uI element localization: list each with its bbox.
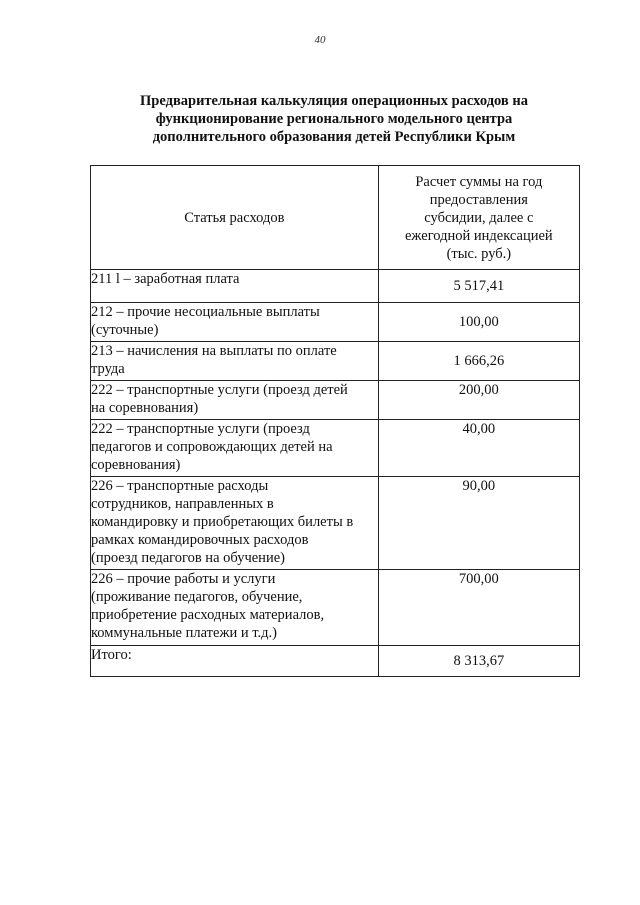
total-amount: 8 313,67	[378, 646, 579, 677]
cost-table	[90, 165, 580, 677]
cost-item-text: командировку и приобретающих билеты в	[91, 514, 354, 530]
header-amount-line: (тыс. руб.)	[446, 245, 512, 262]
header-amount-line: ежегодной индексацией	[405, 227, 553, 244]
cost-item-cell	[91, 570, 379, 646]
cost-item-text: коммунальные платежи и т.д.)	[91, 625, 277, 641]
cost-item-cell	[91, 477, 379, 570]
cost-item-text: 222 – транспортные услуги (проезд детей	[91, 382, 348, 398]
cost-item-text: (суточные)	[91, 322, 159, 338]
amount-cell: 100,00	[378, 303, 579, 342]
cost-item-text: (проживание педагогов, обучение,	[91, 589, 303, 605]
title-line-3: дополнительного образования детей Республики Крым	[152, 129, 516, 145]
cost-item-text: (проезд педагогов на обучение)	[91, 550, 285, 566]
cost-item-text: приобретение расходных материалов,	[91, 607, 325, 623]
cost-item-text: 222 – транспортные услуги (проезд	[91, 421, 310, 437]
table-row	[91, 570, 580, 646]
cost-item-text: рамках командировочных расходов	[91, 532, 309, 548]
amount-cell: 200,00	[378, 381, 579, 420]
cost-item-text: 226 – прочие работы и услуги	[91, 571, 276, 587]
title-line-1: Предварительная калькуляция операционных расходов на	[140, 93, 528, 109]
amount-cell: 90,00	[378, 477, 579, 570]
page-number: 40	[314, 34, 326, 46]
header-amount-line: предоставления	[429, 191, 528, 208]
total-row	[91, 646, 580, 677]
cost-item-text: соревнования)	[91, 457, 181, 473]
table-row	[91, 477, 580, 570]
table-row	[91, 342, 580, 381]
header-cost-item: Статья расходов	[91, 166, 379, 270]
table-row	[91, 381, 580, 420]
cost-item-cell	[91, 381, 379, 420]
cost-item-text: 211 l – заработная плата	[91, 271, 240, 287]
cost-item-text: 212 – прочие несоциальные выплаты	[91, 304, 320, 320]
cost-item-text: 213 – начисления на выплаты по оплате	[91, 343, 337, 359]
title-line-2: функционирование регионального модельного центра	[155, 111, 513, 127]
cost-item-text: труда	[91, 361, 125, 377]
header-amount	[378, 166, 579, 270]
amount-cell: 40,00	[378, 420, 579, 477]
amount-cell: 1 666,26	[378, 342, 579, 381]
amount-cell: 700,00	[378, 570, 579, 646]
cost-item-cell	[91, 303, 379, 342]
amount-cell: 5 517,41	[378, 270, 579, 303]
header-amount-line: Расчет суммы на год	[415, 173, 543, 190]
cost-item-text: 226 – транспортные расходы	[91, 478, 269, 494]
cost-item-cell	[91, 342, 379, 381]
document-title	[90, 92, 578, 146]
cost-item-text: педагогов и сопровождающих детей на	[91, 439, 333, 455]
table-header-row	[91, 166, 580, 270]
table-row	[91, 303, 580, 342]
total-label: Итого:	[91, 646, 379, 677]
cost-item-cell	[91, 270, 379, 303]
cost-item-text: на соревнования)	[91, 400, 199, 416]
cost-item-cell	[91, 420, 379, 477]
header-amount-line: субсидии, далее с	[424, 209, 534, 226]
cost-item-text: сотрудников, направленных в	[91, 496, 274, 512]
table-row	[91, 270, 580, 303]
table-row	[91, 420, 580, 477]
